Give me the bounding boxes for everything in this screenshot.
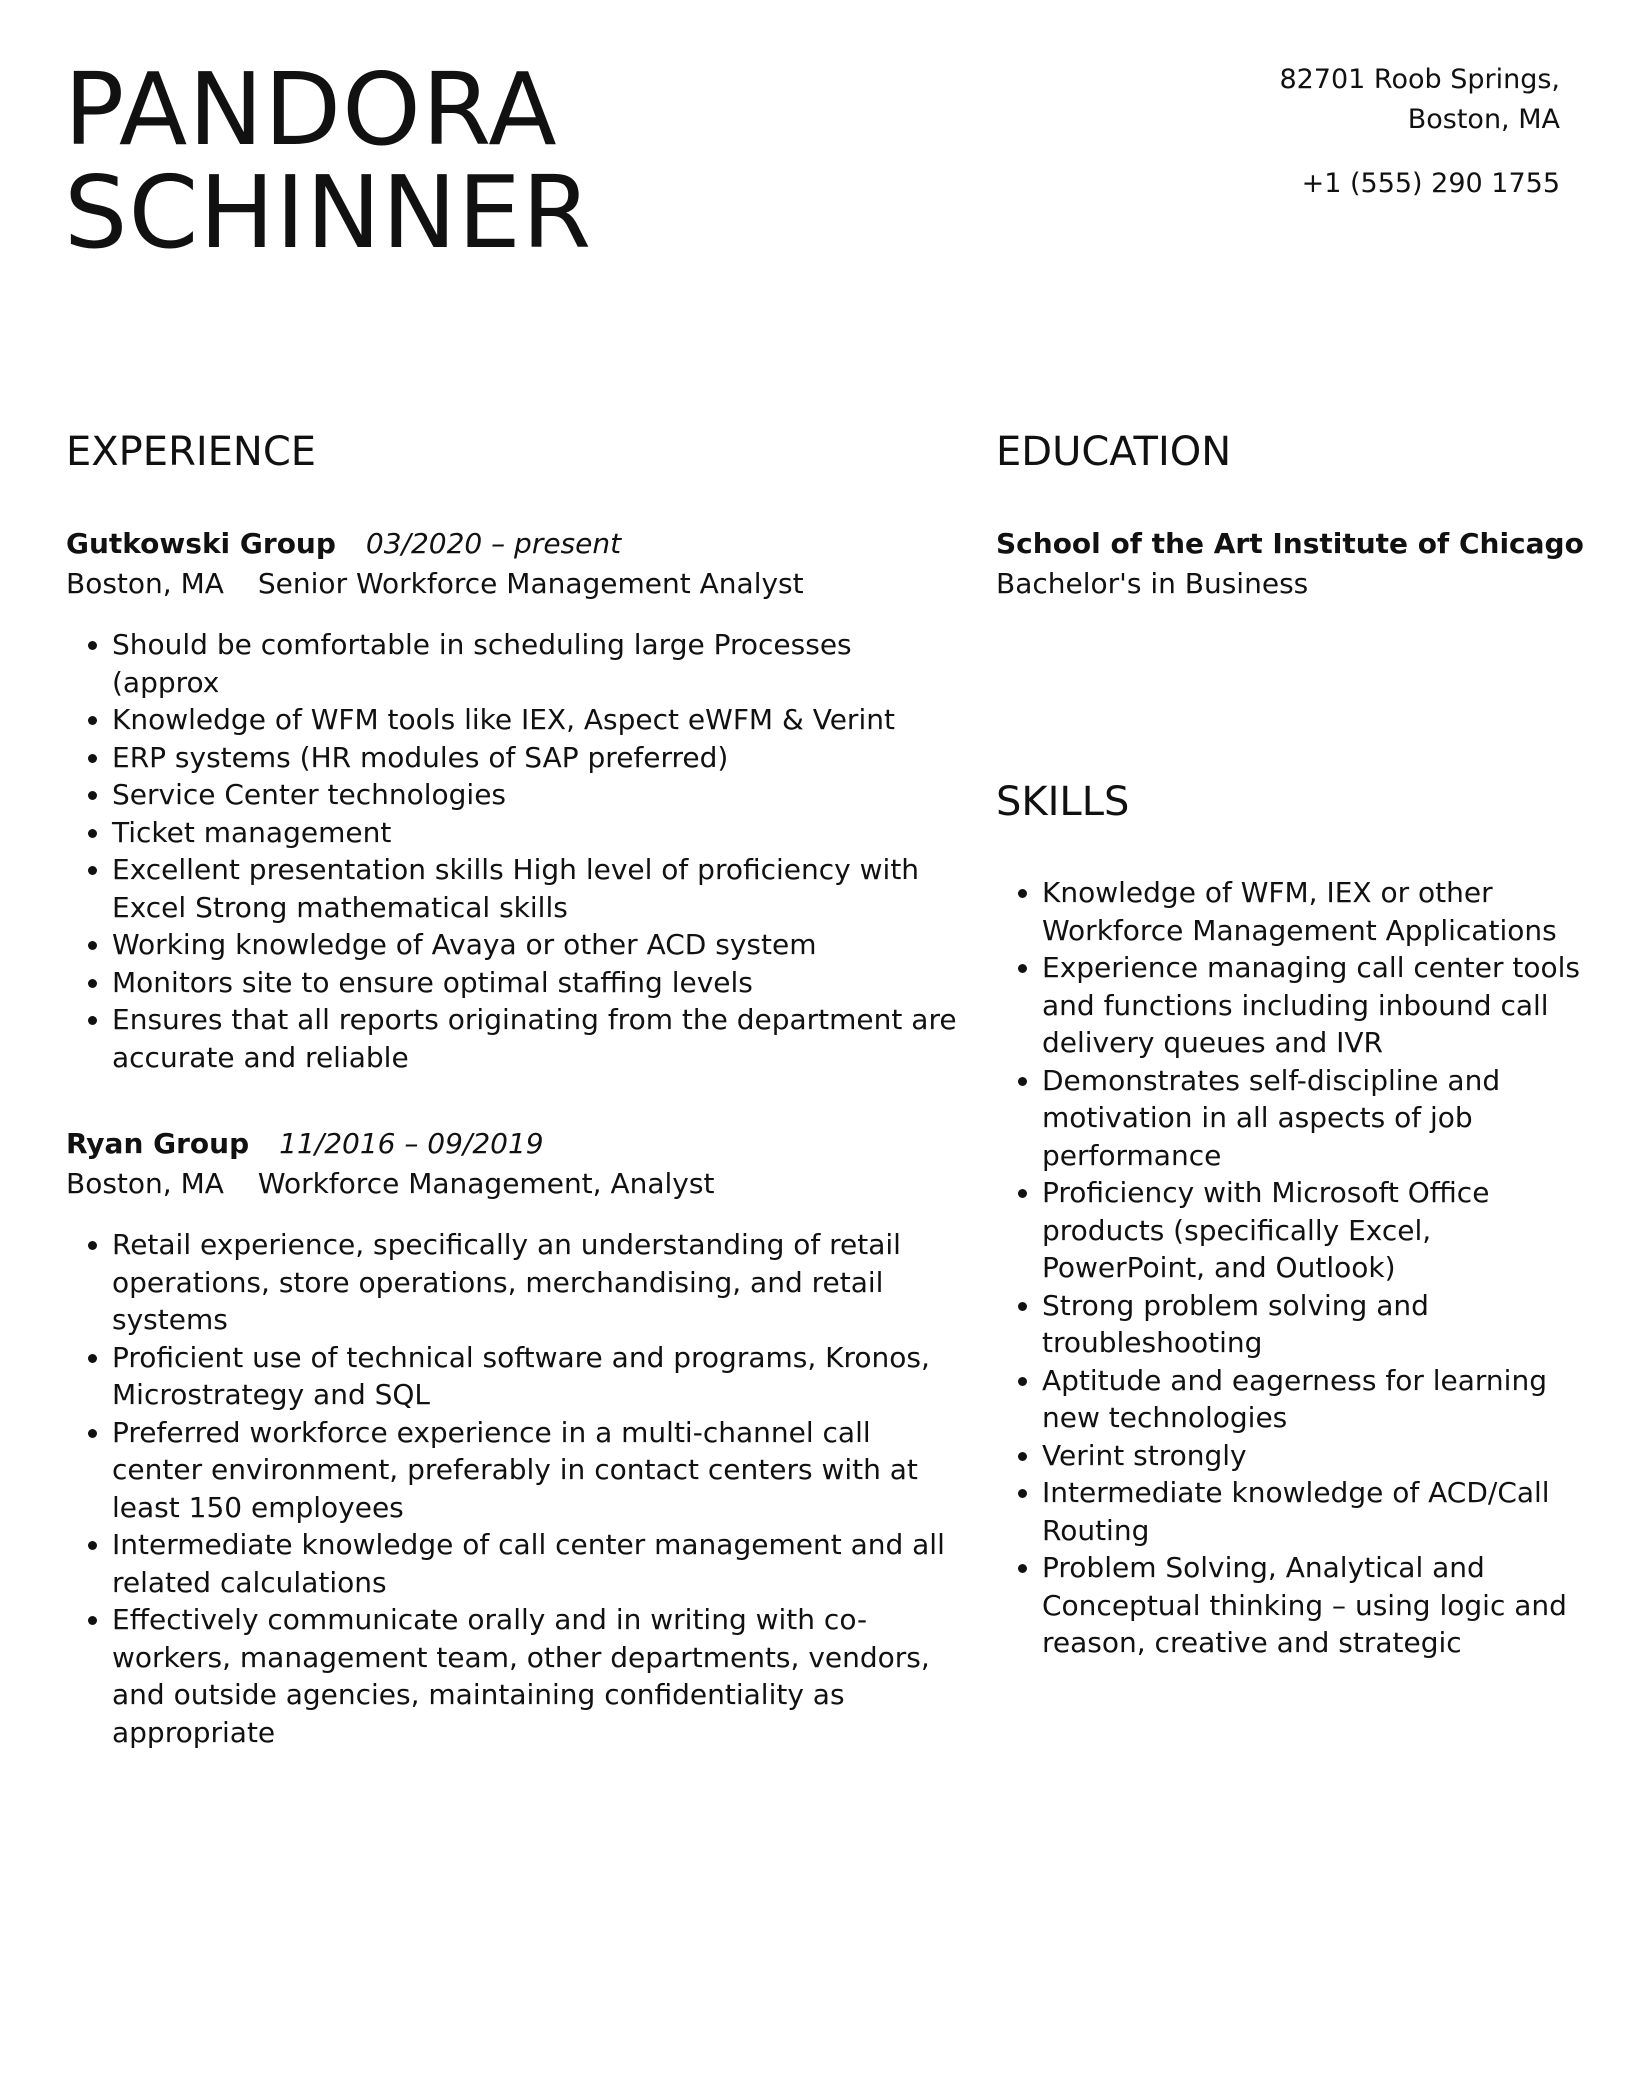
- job-location: Boston, MA: [66, 567, 224, 600]
- skill-item: • Strong problem solving and troubleshooting: [1042, 1287, 1586, 1362]
- bullet-item: • Effectively communicate orally and in writing with co-workers, management team, other departments, vendors, and outside agencies, maintaining confidentiality as appropriate: [112, 1601, 966, 1751]
- job-dates: 11/2016 – 09/2019: [279, 1127, 544, 1160]
- bullet-item: • Intermediate knowledge of call center management and all related calculations: [112, 1526, 966, 1601]
- job-bullets: [66, 626, 966, 1076]
- education-heading: EDUCATION: [996, 429, 1232, 475]
- bullet-item: • Ensures that all reports originating from the department are accurate and reliable: [112, 1001, 966, 1076]
- candidate-name: [64, 51, 593, 271]
- degree: Bachelor's in Business: [996, 567, 1309, 600]
- bullet-item: • Ticket management: [112, 814, 966, 852]
- bullet-item: • Preferred workforce experience in a multi-channel call center environment, preferably in contact centers with at least 150 employees: [112, 1414, 966, 1527]
- skill-item: • Experience managing call center tools and functions including inbound call delivery queues and IVR: [1042, 949, 1586, 1062]
- side-column: [996, 428, 1586, 1662]
- job-location: Boston, MA: [66, 1167, 224, 1200]
- skill-item: • Proficiency with Microsoft Office products (specifically Excel, PowerPoint, and Outlook): [1042, 1174, 1586, 1287]
- first-name: PANDORA: [64, 51, 558, 168]
- last-name: SCHINNER: [64, 154, 593, 271]
- bullet-item: • Retail experience, specifically an understanding of retail operations, store operations, merchandising, and retail systems: [112, 1226, 966, 1339]
- bullet-item: • ERP systems (HR modules of SAP preferred): [112, 739, 966, 777]
- job-subheader: [66, 564, 966, 604]
- bullet-item: • Service Center technologies: [112, 776, 966, 814]
- job-entry: [66, 1124, 966, 1751]
- skill-item: • Intermediate knowledge of ACD/Call Routing: [1042, 1474, 1586, 1549]
- job-role: Senior Workforce Management Analyst: [257, 567, 804, 600]
- contact-block: [1279, 60, 1560, 204]
- job-dates: 03/2020 – present: [365, 527, 622, 560]
- bullet-item: • Working knowledge of Avaya or other ACD system: [112, 926, 966, 964]
- job-header: [66, 1124, 966, 1164]
- skill-item: • Knowledge of WFM, IEX or other Workforce Management Applications: [1042, 874, 1586, 949]
- experience-heading: EXPERIENCE: [66, 429, 317, 475]
- experience-column: [66, 428, 966, 1799]
- skill-item: • Verint strongly: [1042, 1437, 1586, 1475]
- skill-item: • Problem Solving, Analytical and Conceptual thinking – using logic and reason, creative and strategic: [1042, 1549, 1586, 1662]
- phone-number: +1 (555) 290 1755: [1301, 168, 1560, 199]
- skills-list: [996, 874, 1586, 1662]
- job-header: [66, 524, 966, 564]
- skills-heading: SKILLS: [996, 779, 1130, 825]
- job-role: Workforce Management, Analyst: [257, 1167, 715, 1200]
- skill-item: • Demonstrates self-discipline and motivation in all aspects of job performance: [1042, 1062, 1586, 1175]
- skill-item: • Aptitude and eagerness for learning new technologies: [1042, 1362, 1586, 1437]
- bullet-item: • Knowledge of WFM tools like IEX, Aspect eWFM & Verint: [112, 701, 966, 739]
- bullet-item: • Should be comfortable in scheduling large Processes (approx: [112, 626, 966, 701]
- job-entry: [66, 524, 966, 1076]
- job-subheader: [66, 1164, 966, 1204]
- skills-section: [996, 778, 1586, 1662]
- bullet-item: • Excellent presentation skills High level of proficiency with Excel Strong mathematical skills: [112, 851, 966, 926]
- company-name: Gutkowski Group: [66, 527, 336, 560]
- job-bullets: [66, 1226, 966, 1751]
- address-line-2: Boston, MA: [1407, 104, 1560, 135]
- company-name: Ryan Group: [66, 1127, 250, 1160]
- bullet-item: • Proficient use of technical software and programs, Kronos, Microstrategy and SQL: [112, 1339, 966, 1414]
- bullet-item: • Monitors site to ensure optimal staffing levels: [112, 964, 966, 1002]
- address-line-1: 82701 Roob Springs,: [1279, 64, 1560, 95]
- school-name: School of the Art Institute of Chicago: [996, 527, 1584, 560]
